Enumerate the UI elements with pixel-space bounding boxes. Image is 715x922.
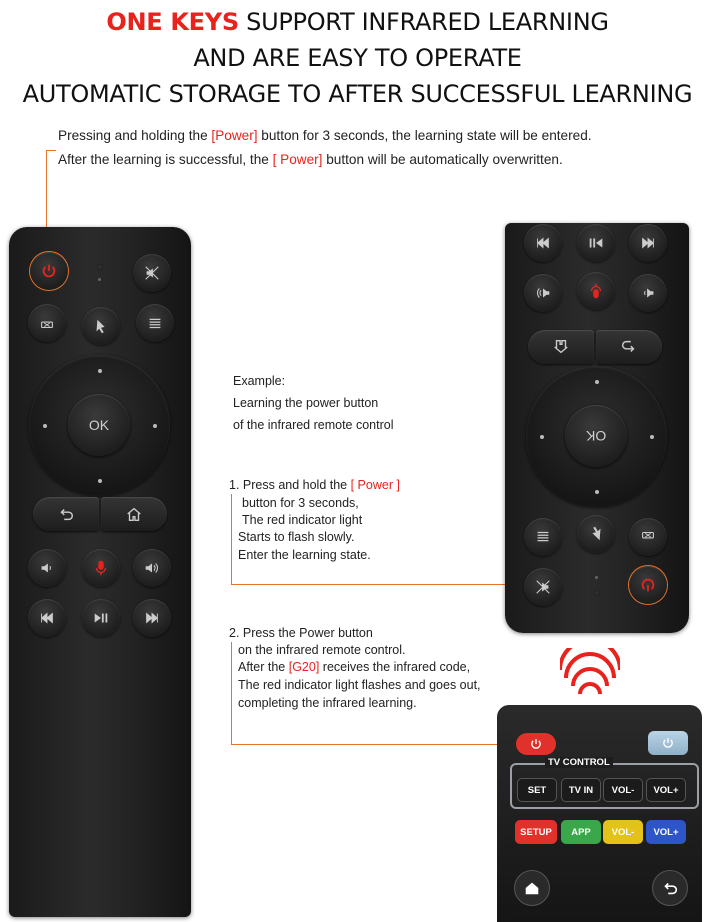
step1-line-5: Enter the learning state. xyxy=(238,548,371,562)
play-pause-icon xyxy=(92,609,110,627)
right-mute-button[interactable] xyxy=(524,568,562,606)
example-label: Example: xyxy=(233,374,286,388)
step1-line-1 xyxy=(229,476,400,494)
menu-icon xyxy=(534,528,552,546)
mute-icon xyxy=(143,264,161,282)
right-indicator-led xyxy=(594,590,600,596)
right-delete-button[interactable] xyxy=(629,518,667,556)
next-icon xyxy=(143,609,161,627)
tv-vol-minus-button[interactable]: VOL- xyxy=(603,778,643,802)
intro-line-1-post: button for 3 seconds, the learning state will be entered. xyxy=(257,128,592,143)
play-pause-icon xyxy=(587,234,605,252)
right-mouse-button[interactable] xyxy=(577,515,615,553)
tv-set-button[interactable]: SET xyxy=(517,778,557,802)
dpad-left-dot xyxy=(43,424,47,428)
home-icon xyxy=(125,505,143,523)
example-line-2: Learning the power button xyxy=(233,396,379,410)
color-vol-minus-button[interactable]: VOL- xyxy=(603,820,643,844)
home-icon xyxy=(523,879,541,897)
volume-up-button[interactable] xyxy=(133,549,171,587)
right-dpad-down-dot xyxy=(595,490,599,494)
step1-highlight: [ Power ] xyxy=(350,478,400,492)
leader-line-step1-v xyxy=(231,494,232,584)
mic-button[interactable] xyxy=(82,549,120,587)
step2-line-3 xyxy=(238,658,470,676)
right-home-button[interactable] xyxy=(528,330,594,364)
intro-line-2 xyxy=(58,152,563,167)
right-play-pause-button[interactable] xyxy=(577,224,615,262)
tv-vol-plus-button[interactable]: VOL+ xyxy=(646,778,686,802)
headline-line-2: AND ARE EASY TO OPERATE xyxy=(193,44,522,72)
headline-line-3: AUTOMATIC STORAGE TO AFTER SUCCESSFUL LEARNING xyxy=(22,80,693,108)
right-ok-label: OK xyxy=(585,428,607,444)
step2-highlight: [G20] xyxy=(288,660,320,674)
right-dpad-up-dot xyxy=(595,380,599,384)
mic-icon xyxy=(92,559,110,577)
step1-line-2: button for 3 seconds, xyxy=(242,496,359,510)
home-button[interactable] xyxy=(101,497,167,531)
right-back-button[interactable] xyxy=(596,330,662,364)
intro-line-2-highlight: [ Power] xyxy=(272,152,323,167)
right-menu-button[interactable] xyxy=(524,518,562,556)
ir-sensor-dot xyxy=(98,278,101,281)
menu-button[interactable] xyxy=(136,304,174,342)
delete-icon xyxy=(639,528,657,546)
delete-button[interactable] xyxy=(28,304,66,342)
headline-line-1 xyxy=(0,8,715,36)
volume-down-button[interactable] xyxy=(28,549,66,587)
mic-icon xyxy=(587,282,605,300)
intro-line-1-highlight: [Power] xyxy=(211,128,258,143)
power-icon xyxy=(661,736,675,750)
right-next-button[interactable] xyxy=(524,224,562,262)
step2-line-4: The red indicator light flashes and goes out, xyxy=(238,678,481,692)
right-ir-sensor-dot xyxy=(595,576,598,579)
indicator-led xyxy=(97,264,103,270)
step2-line-1: 2. Press the Power button xyxy=(229,626,373,640)
right-previous-button[interactable] xyxy=(629,224,667,262)
previous-icon xyxy=(534,234,552,252)
volume-up-icon xyxy=(534,284,552,302)
next-icon xyxy=(639,234,657,252)
intro-line-2-pre: After the learning is successful, the xyxy=(58,152,273,167)
volume-up-icon xyxy=(143,559,161,577)
step1-pre: 1. Press and hold the xyxy=(229,478,351,492)
next-button[interactable] xyxy=(133,599,171,637)
leader-line-intro-h xyxy=(46,150,56,151)
right-power-button[interactable] xyxy=(629,566,667,604)
right-dpad-right-dot xyxy=(650,435,654,439)
right-ok-button[interactable] xyxy=(565,405,627,467)
previous-icon xyxy=(38,609,56,627)
power-icon xyxy=(529,737,543,751)
dpad-up-dot xyxy=(98,369,102,373)
ir-signal-icon xyxy=(560,648,620,702)
headline-highlight: ONE KEYS xyxy=(106,8,239,36)
tv-home-button[interactable] xyxy=(514,870,550,906)
example-line-3: of the infrared remote control xyxy=(233,418,394,432)
tv-power-button-grey[interactable] xyxy=(648,731,688,755)
previous-button[interactable] xyxy=(28,599,66,637)
tv-back-button[interactable] xyxy=(652,870,688,906)
power-button[interactable] xyxy=(30,252,68,290)
dpad-down-dot xyxy=(98,479,102,483)
headline-line-1-text: SUPPORT INFRARED LEARNING xyxy=(238,8,609,36)
dpad-right-dot xyxy=(153,424,157,428)
mouse-icon xyxy=(587,525,605,543)
intro-line-1 xyxy=(58,128,592,143)
delete-icon xyxy=(38,314,56,332)
back-icon xyxy=(620,338,638,356)
step2-line-3-post: receives the infrared code, xyxy=(319,660,471,674)
mouse-icon xyxy=(92,317,110,335)
play-pause-button[interactable] xyxy=(82,599,120,637)
power-icon xyxy=(40,262,58,280)
right-volume-down-button[interactable] xyxy=(629,274,667,312)
step2-line-3-pre: After the xyxy=(238,660,289,674)
volume-down-icon xyxy=(639,284,657,302)
step2-line-5: completing the infrared learning. xyxy=(238,696,417,710)
right-volume-up-button[interactable] xyxy=(524,274,562,312)
setup-button[interactable]: SETUP xyxy=(515,820,557,844)
mouse-button[interactable] xyxy=(82,307,120,345)
color-vol-plus-button[interactable]: VOL+ xyxy=(646,820,686,844)
back-icon xyxy=(661,879,679,897)
power-icon xyxy=(639,576,657,594)
intro-line-1-pre: Pressing and holding the xyxy=(58,128,212,143)
mute-icon xyxy=(534,578,552,596)
right-dpad-left-dot xyxy=(540,435,544,439)
app-button[interactable]: APP xyxy=(561,820,601,844)
home-icon xyxy=(552,338,570,356)
step1-line-4: Starts to flash slowly. xyxy=(238,530,355,544)
tv-tvin-button[interactable]: TV IN xyxy=(561,778,601,802)
volume-down-icon xyxy=(38,559,56,577)
intro-line-2-post: button will be automatically overwritten. xyxy=(322,152,563,167)
tv-power-button-red[interactable] xyxy=(516,733,556,755)
menu-icon xyxy=(146,314,164,332)
leader-line-step2-v xyxy=(231,642,232,744)
step2-line-2: on the infrared remote control. xyxy=(238,643,406,657)
back-icon xyxy=(57,505,75,523)
leader-line-step2-h xyxy=(231,744,515,745)
step1-line-3: The red indicator light xyxy=(242,513,363,527)
right-mic-button[interactable] xyxy=(577,272,615,310)
tv-control-label: TV CONTROL xyxy=(545,757,613,768)
mute-button[interactable] xyxy=(133,254,171,292)
back-button[interactable] xyxy=(33,497,99,531)
ok-button[interactable]: OK xyxy=(68,394,130,456)
